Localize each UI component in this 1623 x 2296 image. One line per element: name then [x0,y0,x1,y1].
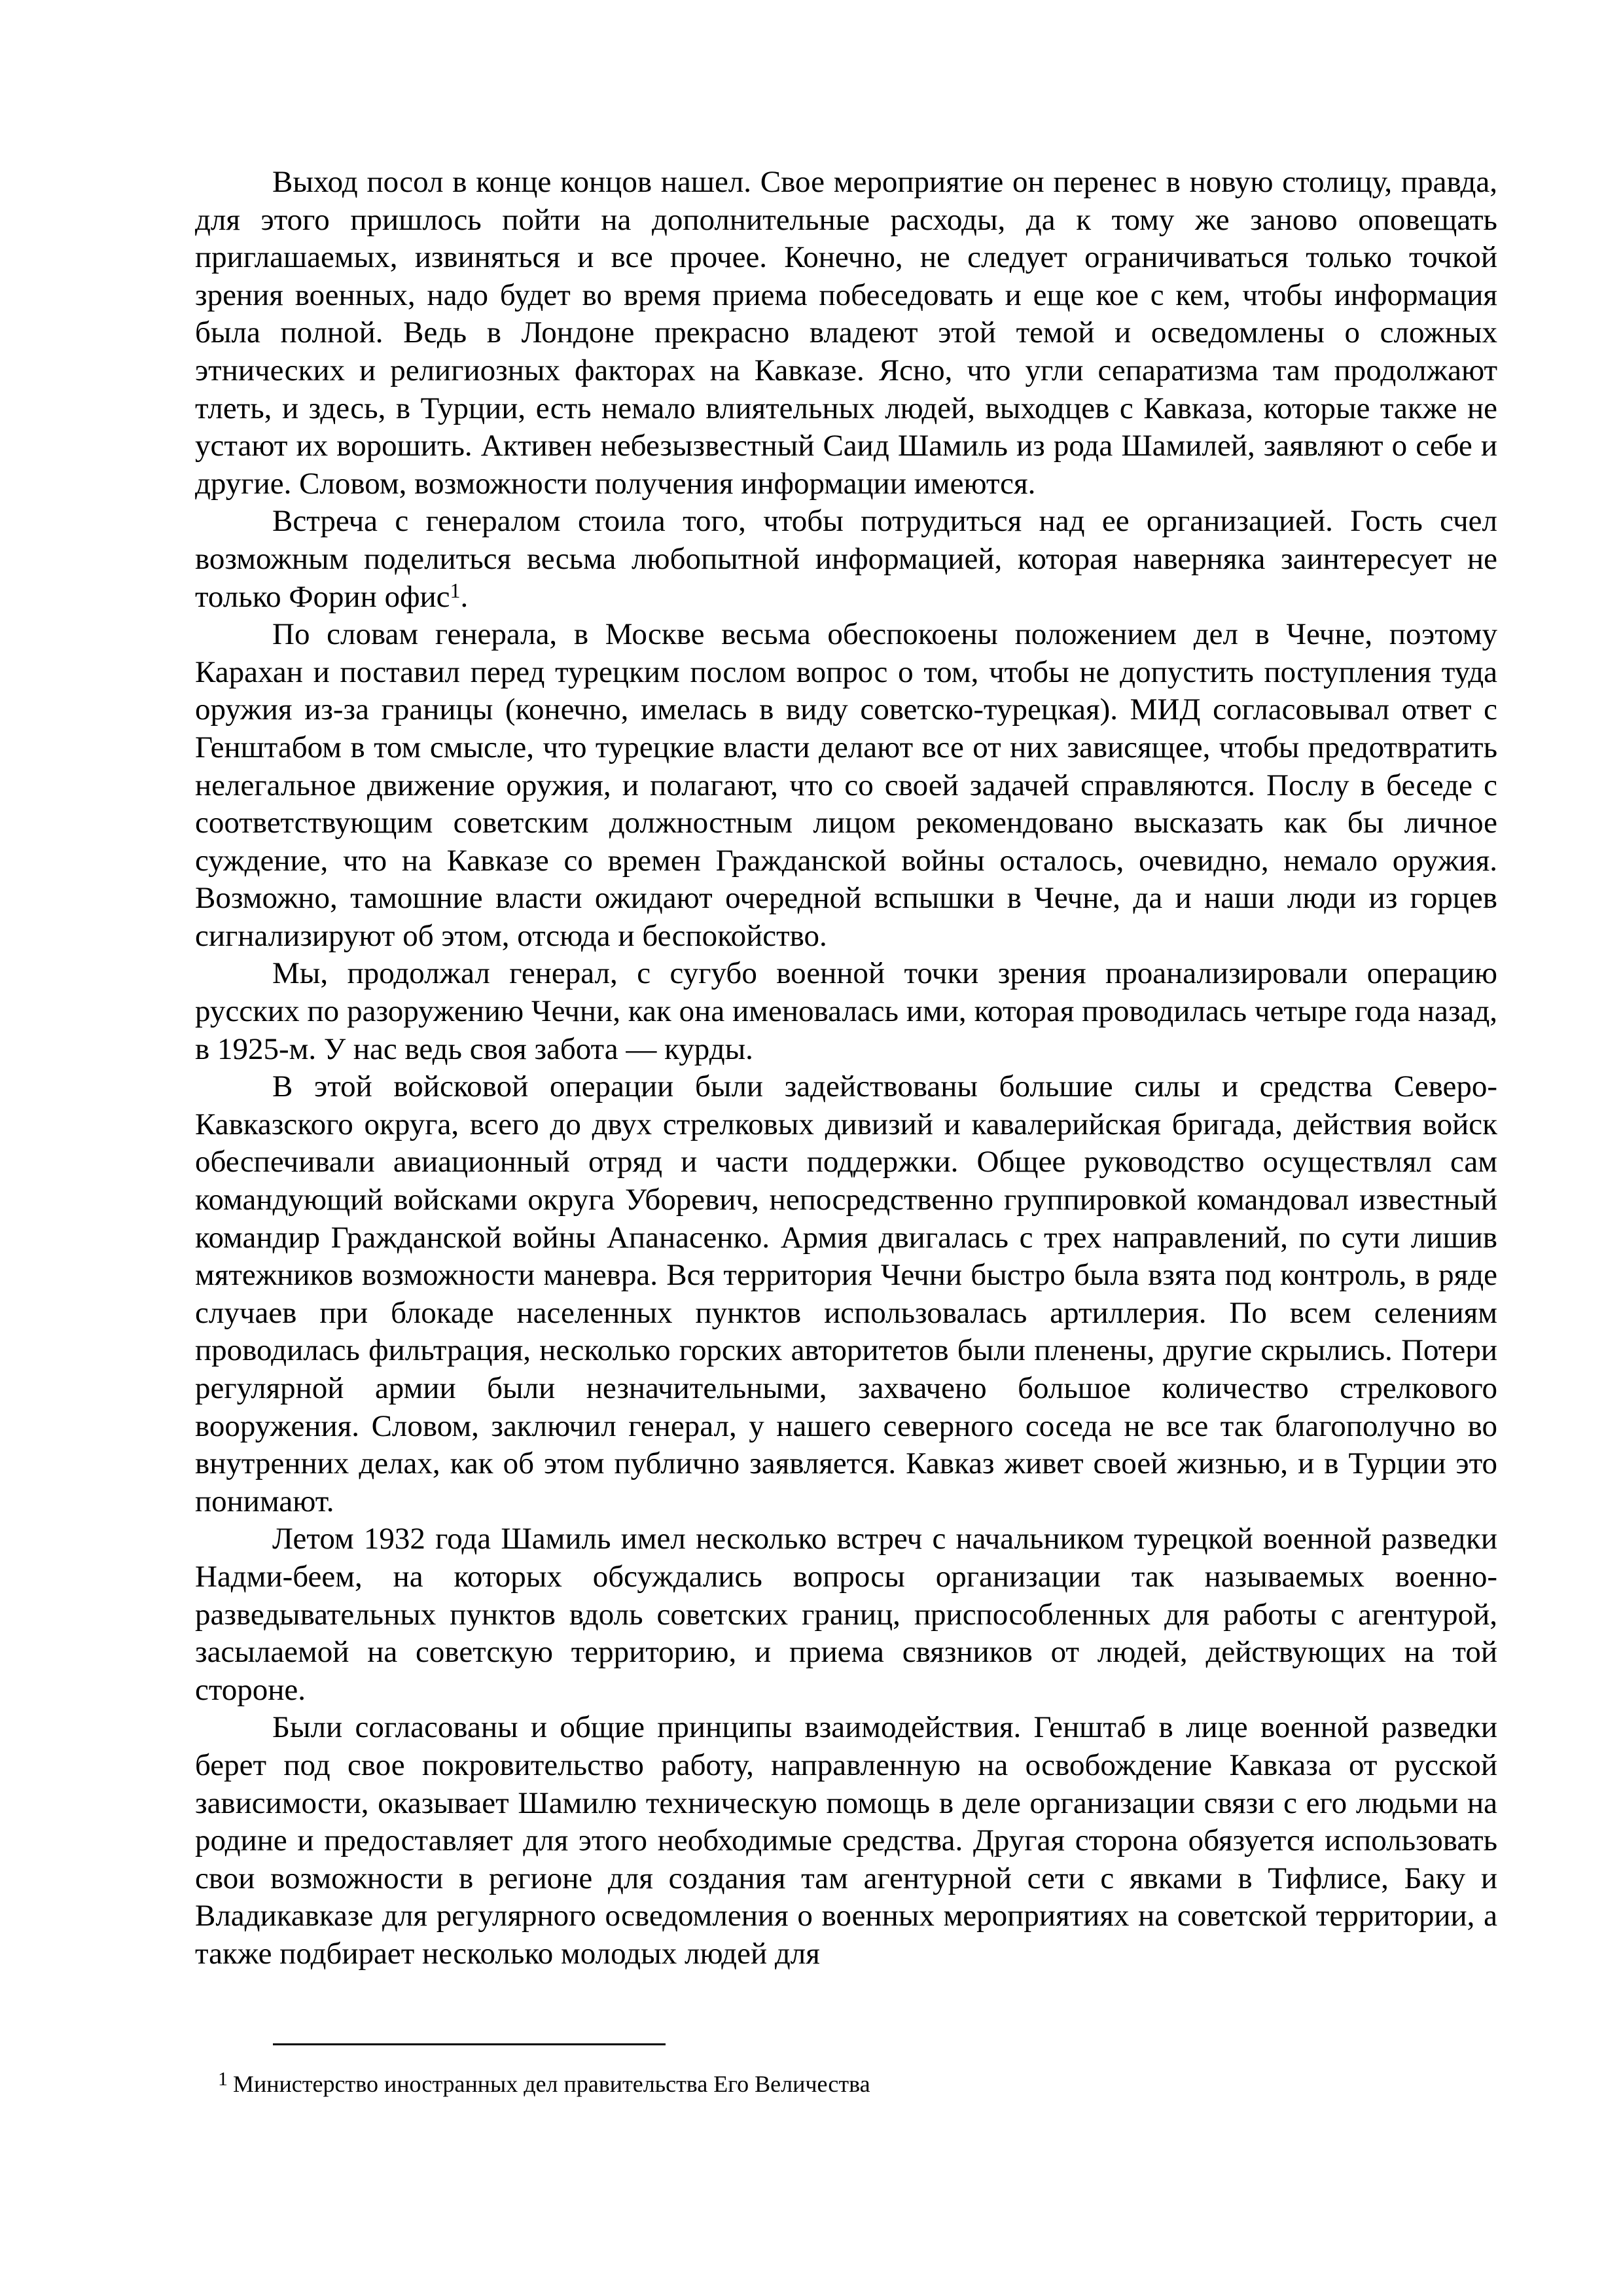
paragraph-4: Мы, продолжал генерал, с сугубо военной точки зрения проанализировали операцию русских по разоружению Чечни, как она именовалась ими, которая проводилась четыре года назад, в 1925-м. У нас ведь своя забота — курды. [195,956,1497,1066]
page-body [195,164,1497,1973]
footnote-divider [273,2043,666,2045]
paragraph-2-text: Встреча с генералом стоила того, чтобы потрудиться над ее организацией. Гость счел возможным поделиться весьма любопытной информацией, которая наверняка заинтересует не только Форин офис [195,504,1497,614]
paragraph-3: По словам генерала, в Москве весьма обеспокоены положением дел в Чечне, поэтому Карахан и поставил перед турецким послом вопрос о том, чтобы не допустить поступления туда оружия из-за границы (конечно, имелась в виду советско-турецкая). МИД согласовывал ответ с Генштабом в том смысле, что турецкие власти делают все от них зависящее, чтобы предотвратить нелегальное движение оружия, и полагают, что со своей задачей справляются. Послу в беседе с соответствующим советским должностным лицом рекомендовано высказать как бы личное суждение, что на Кавказе со времен Гражданской войны осталось, очевидно, немало оружия. Возможно, тамошние власти ожидают очередной вспышки в Чечне, да и наши люди из горцев сигнализируют об этом, отсюда и беспокойство. [195,617,1497,953]
paragraph-2-tail: . [460,579,469,614]
paragraph-7: Были согласованы и общие принципы взаимодействия. Генштаб в лице военной разведки берет под свое покровительство работу, направленную на освобождение Кавказа от русской зависимости, оказывает Шамилю техническую помощь в деле организации связи с его людьми на родине и предоставляет для этого необходимые средства. Другая сторона обязуется использовать свои возможности в регионе для создания там агентурной сети с явками в Тифлисе, Баку и Владикавказе для регулярного осведомления о военных мероприятиях на советской территории, а также подбирает несколько молодых людей для [195,1710,1497,1971]
footnote [218,2070,870,2098]
paragraph-2 [195,503,1497,616]
footnote-reference[interactable]: 1 [450,578,461,602]
paragraph-6: Летом 1932 года Шамиль имел несколько встреч с начальником турецкой военной разведки Надми-беем, на которых обсуждались вопросы организации так называемых военно-разведывательных пунктов вдоль советских границ, приспособленных для работы с агентурой, засылаемой на советскую территорию, и приема связников от людей, действующих на той стороне. [195,1522,1497,1707]
paragraph-5: В этой войсковой операции были задействованы большие силы и средства Северо-Кавказского округа, всего до двух стрелковых дивизий и кавалерийская бригада, действия войск обеспечивали авиационный отряд и части поддержки. Общее руководство осуществлял сам командующий войсками округа Уборевич, непосредственно группировкой командовал известный командир Гражданской войны Апанасенко. Армия двигалась с трех направлений, по сути лишив мятежников возможности маневра. Вся территория Чечни быстро была взята под контроль, в ряде случаев при блокаде населенных пунктов использовалась артиллерия. По всем селениям проводилась фильтрация, несколько горских авторитетов были пленены, другие скрылись. Потери регулярной армии были незначительными, захвачено большое количество стрелкового вооружения. Словом, заключил генерал, у нашего северного соседа не все так благополучно во внутренних делах, как об этом публично заявляется. Кавказ живет своей жизнью, и в Турции это понимают. [195,1069,1497,1518]
footnote-text: Министерство иностранных дел правительства Его Величества [233,2071,870,2097]
paragraph-1: Выход посол в конце концов нашел. Свое мероприятие он перенес в новую столицу, правда, для этого пришлось пойти на дополнительные расходы, да к тому же заново оповещать приглашаемых, извиняться и все прочее. Конечно, не следует ограничиваться только точкой зрения военных, надо будет во время приема побеседовать и еще кое с кем, чтобы информация была полной. Ведь в Лондоне прекрасно владеют этой темой и осведомлены о сложных этнических и религиозных факторах на Кавказе. Ясно, что угли сепаратизма там продолжают тлеть, и здесь, в Турции, есть немало влиятельных людей, выходцев с Кавказа, которые также не устают их ворошить. Активен небезызвестный Саид Шамиль из рода Шамилей, заявляют о себе и другие. Словом, возможности получения информации имеются. [195,165,1497,501]
footnote-marker: 1 [218,2068,228,2090]
